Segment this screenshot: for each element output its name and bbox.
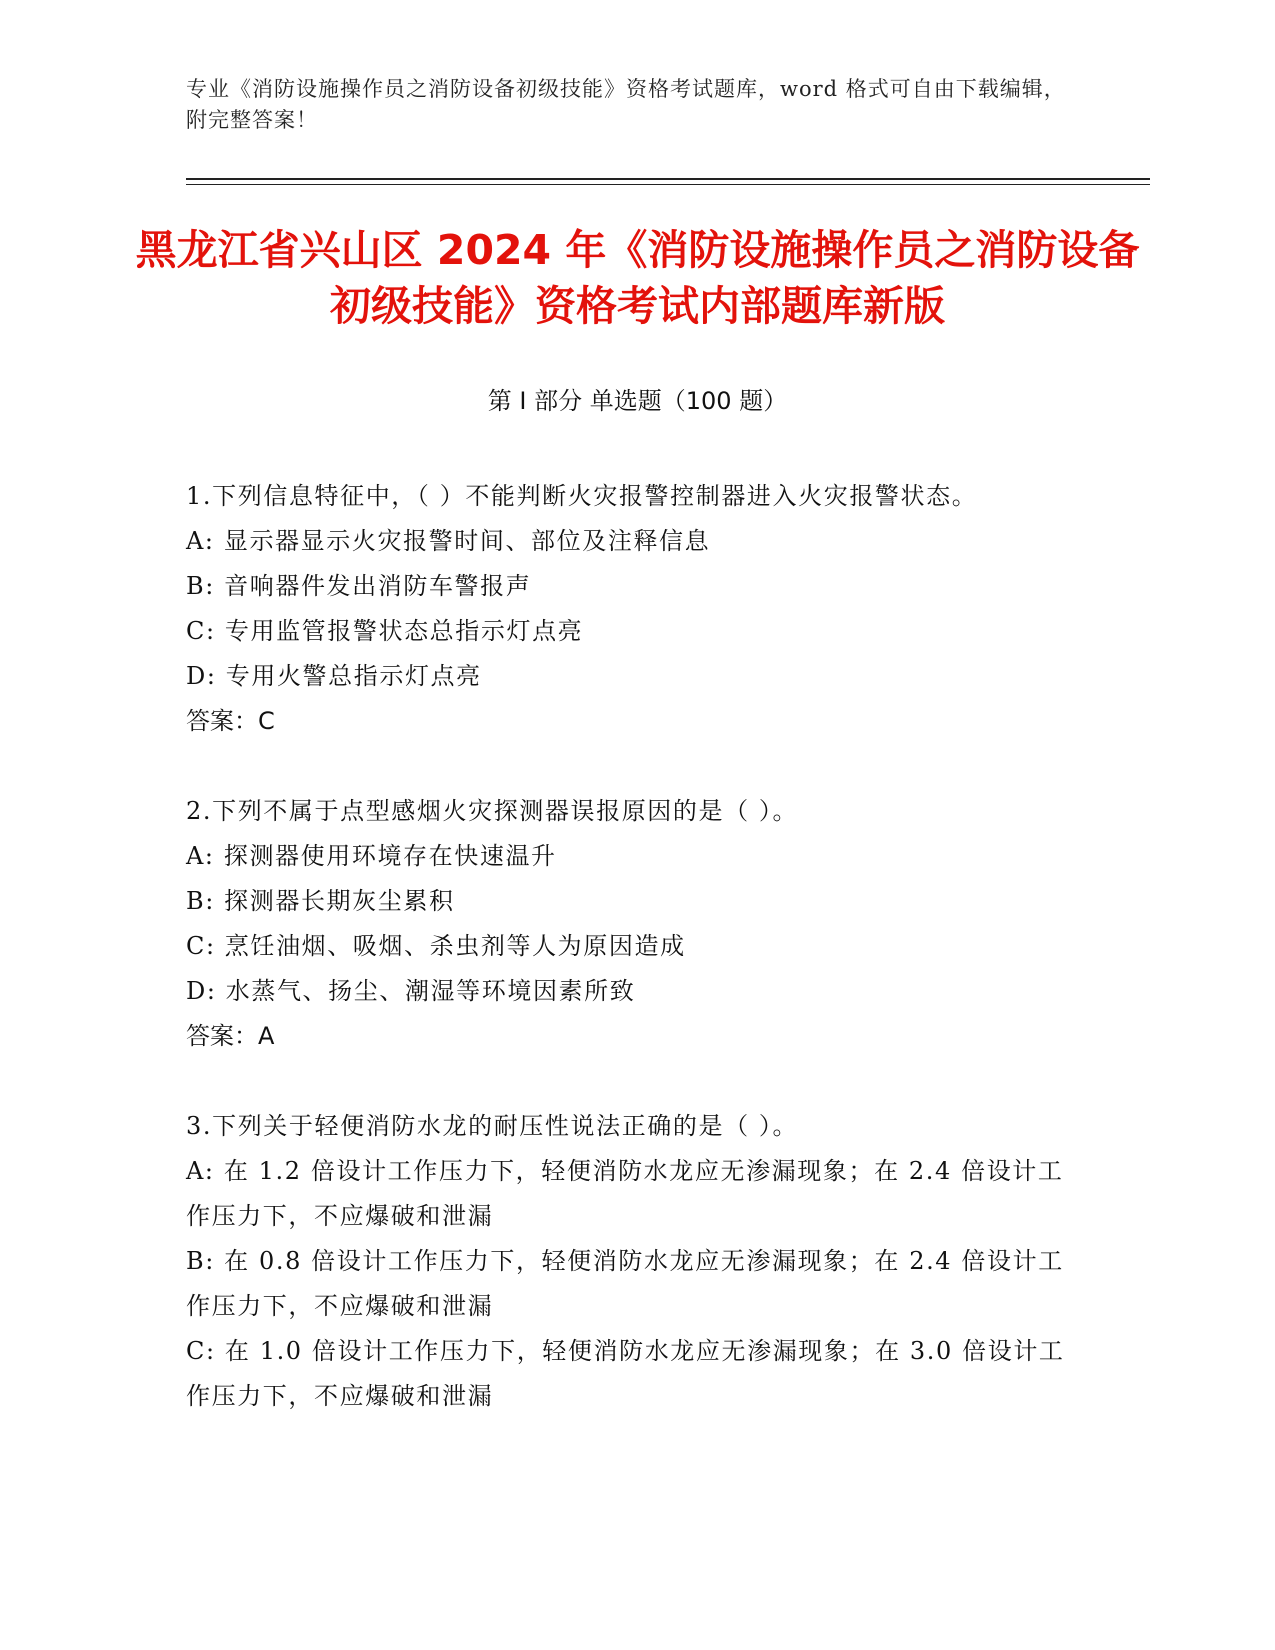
header-rule-thin — [186, 184, 1150, 185]
question-stem: 3.下列关于轻便消防水龙的耐压性说法正确的是（ ）。 — [186, 1112, 799, 1140]
option-c: C: 烹饪油烟、吸烟、杀虫剂等人为原因造成 — [186, 932, 686, 960]
header-rule-thick — [186, 178, 1150, 180]
question-2 — [186, 789, 1066, 1059]
option-a: A: 显示器显示火灾报警时间、部位及注释信息 — [186, 527, 711, 555]
answer: 答案：C — [186, 707, 275, 735]
option-a: A: 在 1.2 倍设计工作压力下，轻便消防水龙应无渗漏现象；在 2.4 倍设计工作压力下，不应爆破和泄漏 — [186, 1157, 1064, 1230]
option-c: C: 在 1.0 倍设计工作压力下，轻便消防水龙应无渗漏现象；在 3.0 倍设计工作压力下，不应爆破和泄漏 — [186, 1337, 1065, 1410]
answer: 答案：A — [186, 1022, 275, 1050]
header-note: 专业《消防设施操作员之消防设备初级技能》资格考试题库，word 格式可自由下载编辑，附完整答案！ — [186, 77, 1066, 132]
option-b: B: 探测器长期灰尘累积 — [186, 887, 455, 915]
option-d: D: 水蒸气、扬尘、潮湿等环境因素所致 — [186, 977, 636, 1005]
option-b: B: 音响器件发出消防车警报声 — [186, 572, 532, 600]
option-b: B: 在 0.8 倍设计工作压力下，轻便消防水龙应无渗漏现象；在 2.4 倍设计工作压力下，不应爆破和泄漏 — [186, 1247, 1064, 1320]
option-c: C: 专用监管报警状态总指示灯点亮 — [186, 617, 584, 645]
section-title: 第 I 部分 单选题（100 题） — [487, 387, 788, 415]
question-3 — [186, 1104, 1066, 1419]
option-d: D: 专用火警总指示灯点亮 — [186, 662, 482, 690]
question-list — [186, 474, 1066, 1464]
question-stem: 2.下列不属于点型感烟火灾探测器误报原因的是（ ）。 — [186, 797, 799, 825]
document-title: 黑龙江省兴山区 2024 年《消防设施操作员之消防设备初级技能》资格考试内部题库新版 — [135, 226, 1140, 330]
question-stem: 1.下列信息特征中，（ ）不能判断火灾报警控制器进入火灾报警状态。 — [186, 482, 978, 510]
option-a: A: 探测器使用环境存在快速温升 — [186, 842, 557, 870]
question-1 — [186, 474, 1066, 744]
